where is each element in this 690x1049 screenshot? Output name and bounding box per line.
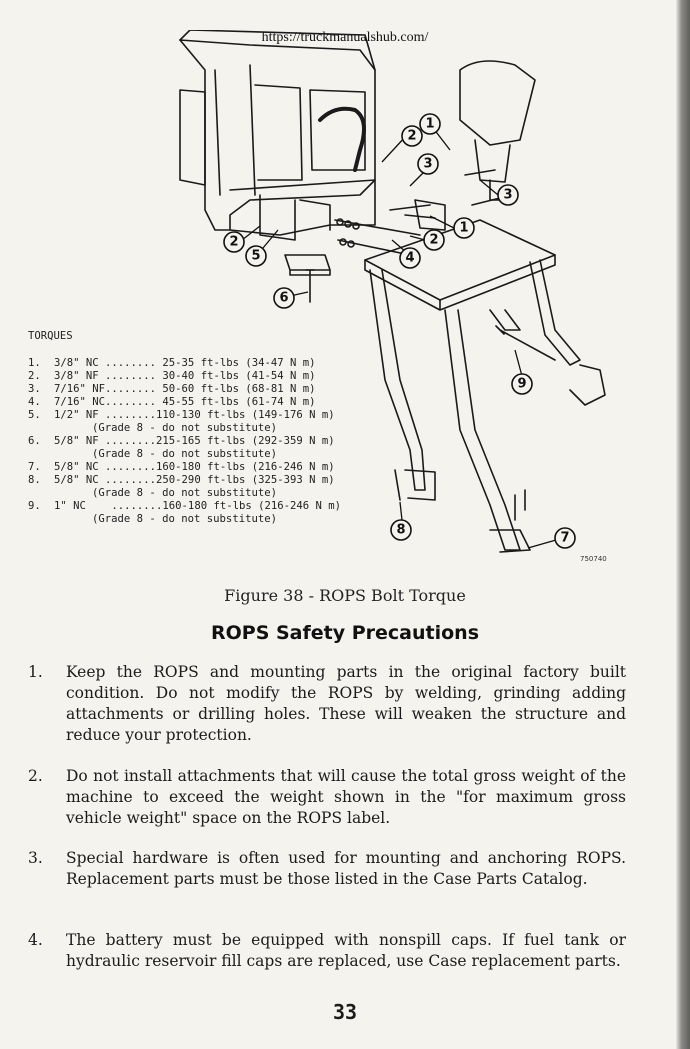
precaution-item	[28, 766, 638, 829]
torque-spec: 1/2" NF ........110-130 ft-lbs (149-176 N m)	[54, 409, 335, 421]
seat-bolts	[465, 170, 500, 205]
torque-spec: 7/16" NF........ 50-60 ft-lbs (68-81 N m)	[54, 383, 316, 395]
svg-text:3: 3	[503, 187, 513, 203]
source-url: https://truckmanualshub.com/	[261, 30, 429, 45]
torque-row: 4. 7/16" NC........ 45-55 ft-lbs (61-74 N m)	[28, 396, 316, 408]
torque-row: 6. 5/8" NF ........215-165 ft-lbs (292-359 N m)	[28, 435, 335, 447]
page-edge-shadow	[676, 0, 690, 1049]
torque-spec: 3/8" NC ........ 25-35 ft-lbs (34-47 N m)	[54, 357, 316, 369]
precaution-item	[28, 848, 638, 890]
svg-text:7: 7	[560, 530, 570, 546]
callout-3-left	[410, 154, 438, 186]
callout-1-top	[420, 114, 450, 150]
svg-text:2: 2	[407, 128, 417, 144]
torque-note: (Grade 8 - do not substitute)	[92, 513, 277, 525]
precaution-item	[28, 930, 638, 972]
rops-rear-bracket	[570, 365, 605, 405]
torque-spec: 5/8" NC ........160-180 ft-lbs (216-246 N m)	[54, 461, 335, 473]
torques-heading: TORQUES	[28, 330, 73, 342]
svg-text:9: 9	[517, 376, 527, 392]
cab-step	[180, 90, 205, 185]
torque-spec-list	[28, 330, 388, 526]
torque-spec: 5/8" NC ........250-290 ft-lbs (325-393 N m)	[54, 474, 335, 486]
rops-top-edge	[365, 255, 555, 310]
callout-2-mid	[410, 230, 444, 250]
precaution-text: The battery must be equipped with nonspill caps. If fuel tank or hydraulic reservoir fill caps are replaced, use Case replacement parts.	[66, 931, 626, 970]
precaution-number: 3.	[28, 849, 43, 867]
rops-foot-right	[490, 530, 530, 552]
torque-row: 7. 5/8" NC ........160-180 ft-lbs (216-246 N m)	[28, 461, 335, 473]
cab-window-left	[215, 65, 302, 195]
cab-hose	[320, 109, 364, 170]
precaution-text: Keep the ROPS and mounting parts in the original factory built condition. Do not modify the ROPS by welding, grinding adding attachments or drilling holes. These will weaken the structure and reduce your protection.	[66, 663, 626, 744]
callout-4	[392, 240, 420, 268]
figure-caption: Figure 38 - ROPS Bolt Torque	[224, 586, 466, 605]
rops-rear-bolt	[496, 326, 555, 360]
rops-brace	[490, 310, 520, 330]
torque-row: 3. 7/16" NF........ 50-60 ft-lbs (68-81 N m)	[28, 383, 316, 395]
svg-text:3: 3	[423, 156, 433, 172]
torque-note: (Grade 8 - do not substitute)	[92, 487, 277, 499]
svg-text:2: 2	[429, 232, 439, 248]
svg-text:8: 8	[396, 522, 406, 538]
seat	[460, 61, 535, 145]
drawing-code: 750740	[580, 555, 607, 563]
callout-2-top	[382, 126, 422, 162]
precaution-item	[28, 662, 638, 746]
rops-foot-bolts	[395, 470, 525, 520]
precaution-number: 4.	[28, 931, 43, 949]
precaution-text: Special hardware is often used for mounting and anchoring ROPS. Replacement parts must be those listed in the Case Parts Catalog.	[66, 849, 626, 888]
callout-8	[391, 502, 411, 540]
torque-spec: 3/8" NF ........ 30-40 ft-lbs (41-54 N m)	[54, 370, 316, 382]
torque-row: 9. 1" NC ........160-180 ft-lbs (216-246 N m)	[28, 500, 342, 512]
page-number: 33	[332, 1000, 358, 1024]
precaution-number: 1.	[28, 663, 43, 681]
torque-spec: 7/16" NC........ 45-55 ft-lbs (61-74 N m)	[54, 396, 316, 408]
precaution-number: 2.	[28, 767, 43, 785]
torque-spec: 1" NC ........160-180 ft-lbs (216-246 N m)	[54, 500, 342, 512]
svg-text:1: 1	[425, 116, 435, 132]
svg-text:2: 2	[229, 234, 239, 250]
torque-row: 1. 3/8" NC ........ 25-35 ft-lbs (34-47 N m)	[28, 357, 316, 369]
torque-row: 5. 1/2" NF ........110-130 ft-lbs (149-176 N m)	[28, 409, 335, 421]
torque-note: (Grade 8 - do not substitute)	[92, 448, 277, 460]
precaution-text: Do not install attachments that will cause the total gross weight of the machine to exceed the weight shown in the "for maximum gross vehicle weight" space on the ROPS label.	[66, 767, 626, 827]
rops-foot-left	[405, 470, 435, 500]
torque-spec: 5/8" NF ........215-165 ft-lbs (292-359 N m)	[54, 435, 335, 447]
mount-bracket	[285, 255, 330, 275]
svg-text:4: 4	[405, 250, 415, 266]
svg-text:6: 6	[279, 290, 289, 306]
rops-post-front-right	[445, 310, 520, 550]
callout-9	[512, 350, 532, 394]
rops-post-rear	[530, 260, 580, 365]
svg-text:5: 5	[251, 248, 261, 264]
cab-frame	[180, 40, 375, 230]
callout-7	[528, 528, 575, 548]
torque-row: 8. 5/8" NC ........250-290 ft-lbs (325-393 N m)	[28, 474, 335, 486]
torque-note: (Grade 8 - do not substitute)	[92, 422, 277, 434]
callout-6	[274, 288, 308, 308]
svg-text:1: 1	[459, 220, 469, 236]
torque-row: 2. 3/8" NF ........ 30-40 ft-lbs (41-54 N m)	[28, 370, 316, 382]
section-title: ROPS Safety Precautions	[210, 622, 480, 644]
